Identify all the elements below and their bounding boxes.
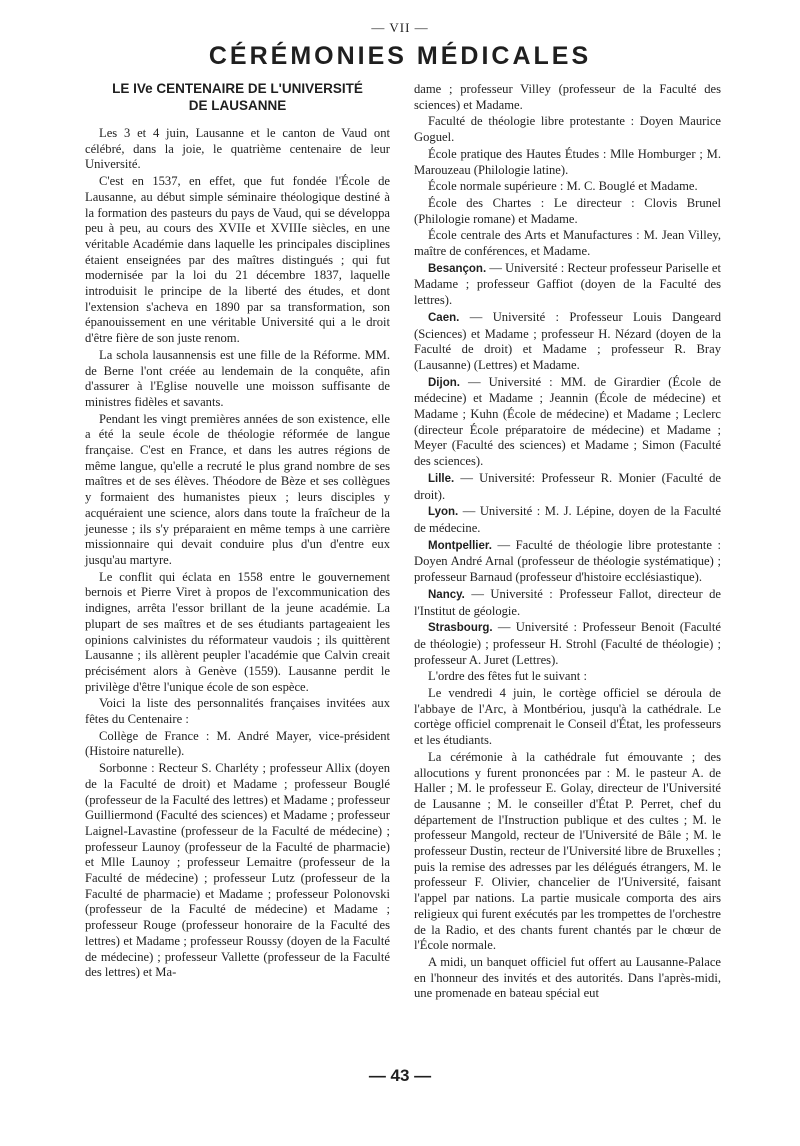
- city-name: Lille.: [428, 472, 455, 485]
- city-name: Dijon.: [428, 376, 460, 389]
- paragraph: Le vendredi 4 juin, le cortège officiel se déroula de l'abbaye de l'Arc, à Montbériou, jusqu'à la cathédrale. Le cortège officiel comprenait le Conseil d'État, les professeurs et les étudiants.: [414, 686, 721, 748]
- city-entry: [414, 471, 721, 503]
- paragraph: Pendant les vingt premières années de son existence, elle a été la seule école de théologie réformée de langue française. C'est en France, et dans les autres régions de même langue, qu'elle a recruté le plus grand nombre de ses maîtres et de ses élèves. Théodore de Bèze et ses collègues y formaient des humanistes pieux ; leurs disciples y acquéraient une science, alors dans toute la fraîcheur de la jeunesse ; ils s'y préparaient en même temps à une carrière missionnaire qui devait conduire plus d'un d'entre eux jusqu'au martyre.: [85, 411, 390, 567]
- city-entry: [414, 620, 721, 668]
- roman-page-marker: — VII —: [371, 20, 429, 35]
- invitee-entry: École normale supérieure : M. C. Bouglé et Madame.: [428, 179, 698, 194]
- paragraph: Voici la liste des personnalités françaises invitées aux fêtes du Centenaire :: [85, 696, 390, 727]
- city-text: — Université : Recteur professeur Pariselle et Madame ; professeur Gaffiot (doyen de la Faculté des lettres).: [414, 260, 721, 308]
- paragraph: L'ordre des fêtes fut le suivant :: [428, 669, 587, 684]
- paragraph: Les 3 et 4 juin, Lausanne et le canton de Vaud ont célébré, dans la joie, le quatrième centenaire de leur Université.: [85, 126, 390, 172]
- city-entry: [414, 587, 721, 619]
- right-column: [414, 82, 721, 1003]
- invitee-entry: dame ; professeur Villey (professeur de la Faculté des sciences) et Madame.: [414, 82, 721, 112]
- city-text: — Université : M. J. Lépine, doyen de la Faculté de médecine.: [414, 504, 721, 535]
- city-text: — Université : MM. de Girardier (École de médecine) et Madame ; Jeannin (École de médecine) et Madame ; Kuhn (École de médecine) et Madame ; Leclerc (directeur École préparatoire de médecine) et Madame ; Meyer (Faculté des sciences) et Madame ; Simon (Faculté des sciences).: [414, 374, 721, 469]
- invitee-entry: Collège de France : M. André Mayer, vice-président (Histoire naturelle).: [85, 728, 390, 759]
- city-name: Montpellier.: [428, 539, 492, 552]
- city-entry: [414, 261, 721, 309]
- article-title-line2: DE LAUSANNE: [188, 98, 287, 113]
- city-text: — Université : Professeur Benoit (Faculté de théologie) ; professeur H. Strohl (Faculté de théologie) ; professeur A. Juret (Lettres).: [414, 620, 721, 667]
- invitee-entry: École centrale des Arts et Manufactures : M. Jean Villey, maître de conférences, et Madame.: [414, 228, 721, 259]
- city-text: — Université: Professeur R. Monier (Faculté de droit).: [414, 470, 721, 502]
- city-name: Besançon.: [428, 262, 487, 275]
- paragraph: Le conflit qui éclata en 1558 entre le gouvernement bernois et Pierre Viret à propos de l'excommunication des indignes, arrêta l'essor brillant de la jeune académie. La plupart de ses maîtres et de ses étudiants partageaient les opinions calvinistes du réformateur vaudois ; ils quittèrent Lausanne ; ils allèrent peupler l'académie que Calvin creait précisément alors à Genève (1559). Lausanne perdit le privilège d'être l'unique école de son espèce.: [85, 569, 390, 694]
- paragraph: C'est en 1537, en effet, que fut fondée l'École de Lausanne, au début simple séminaire théologique destiné à la formation des pasteurs du pays de Vaud, qui se développa peu à peu, au cours des XVIIe et XVIIIe siècles, en une véritable Académie dans laquelle les principales disciplines étaient enseignées par des maîtres distingués ; qui fut modernisée par la loi du 21 décembre 1837, laquelle introduisit le principe de la liberté des études, et dont l'extension s'acheva en 1890 par sa transformation, son épanouissement en une véritable Université qui a le droit d'être fière de son juste renom.: [85, 174, 390, 346]
- city-text: — Faculté de théologie libre protestante : Doyen André Arnal (professeur de théologie systématique) ; professeur Barnaud (professeur d'histoire ecclésiastique).: [414, 537, 721, 585]
- city-entry: [414, 504, 721, 536]
- city-name: Caen.: [428, 311, 460, 324]
- left-column: [85, 80, 390, 982]
- paragraph: La schola lausannensis est une fille de la Réforme. MM. de Berne l'ont créée au lendemain de la conquête, afin d'assurer à l'Eglise nouvelle une moisson suffisante de ministres fidèles et savants.: [85, 347, 390, 409]
- city-entry: [414, 538, 721, 586]
- section-title: CÉRÉMONIES MÉDICALES: [208, 42, 592, 70]
- invitee-entry: Sorbonne : Recteur S. Charléty ; professeur Allix (doyen de la Faculté de droit) et Madame ; professeur Bouglé (professeur de la Faculté des lettres) et Madame ; professeur Guilliermond (Faculté des sciences) et Madame ; professeur Laignel-Lavastine (professeur de la Faculté de médecine) ; professeur Launoy (professeur de la Faculté de pharmacie) et Mlle Launoy ; professeur Lemaitre (professeur de la Faculté de médecine) ; professeur Lutz (professeur de la Faculté de pharmacie) et Madame ; professeur Polonovski (professeur de la Faculté de médecine) et Madame ; professeur Rouge (professeur honoraire de la Faculté des lettres) et Madame ; professeur Roussy (doyen de la Faculté de médecine) ; professeur Vallette (professeur de la Faculté des lettres) et Ma-: [85, 761, 390, 980]
- paragraph: La cérémonie à la cathédrale fut émouvante ; des allocutions y furent prononcées par : M. le pasteur A. de Haller ; M. le professeur E. Golay, directeur de l'Université de Lausanne ; M. le conseiller d'État P. Perret, chef du département de l'Instruction publique et des cultes ; M. le professeur Mangold, recteur de l'Université de Bâle ; M. le professeur Dustin, recteur de l'Université libre de Bruxelles ; puis la remise des adresses par les délégués étrangers, M. le professeur F. Olivier, chancelier de l'Université, faisant l'appel par nations. La partie musicale comporta des airs religieux qui furent exécutés par les trompettes de l'orchestre de la Radio, et des chants furent chantés par le chœur de l'École normale.: [414, 749, 721, 953]
- city-entry: [414, 375, 721, 470]
- city-name: Strasbourg.: [428, 622, 493, 635]
- article-title: [85, 80, 390, 114]
- page-number: — 43 —: [368, 1066, 432, 1085]
- city-text: — Université : Professeur Louis Dangeard (Sciences) et Madame ; professeur H. Nézard (doyen de la Faculté de droit) et Madame ; professeur R. Bray (Lausanne) (Lettres) et Madame.: [414, 309, 721, 372]
- city-name: Nancy.: [428, 588, 465, 601]
- invitee-entry: École pratique des Hautes Études : Mlle Homburger ; M. Marouzeau (Philologie latine).: [414, 146, 721, 177]
- article-title-line1: LE IVe CENTENAIRE DE L'UNIVERSITÉ: [112, 81, 363, 96]
- city-name: Lyon.: [428, 506, 459, 519]
- city-text: — Université : Professeur Fallot, directeur de l'Institut de géologie.: [414, 586, 721, 618]
- city-entry: [414, 310, 721, 374]
- paragraph: A midi, un banquet officiel fut offert au Lausanne-Palace en l'honneur des invités et des autorités. Dans l'après-midi, une promenade en bateau spécial eut: [414, 954, 721, 1001]
- invitee-entry: Faculté de théologie libre protestante : Doyen Maurice Goguel.: [414, 114, 721, 145]
- invitee-entry: École des Chartes : Le directeur : Clovis Brunel (Philologie romane) et Madame.: [414, 195, 721, 226]
